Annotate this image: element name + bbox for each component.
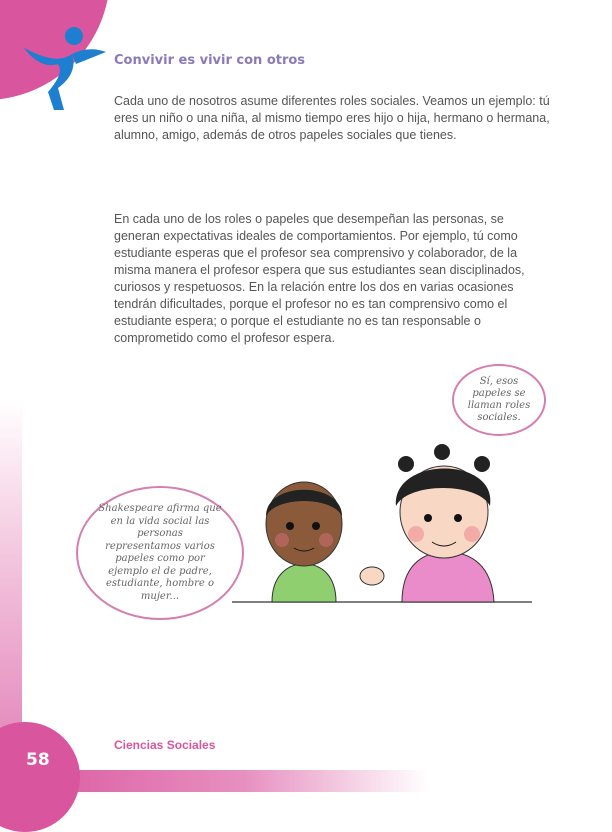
footer-subject: Ciencias Sociales xyxy=(114,738,216,752)
person-logo-icon xyxy=(14,18,110,114)
speech-bubble-right-text: Sí, esos papeles se llaman roles sociales. xyxy=(467,376,531,423)
speech-bubble-right xyxy=(452,364,546,436)
footer-band xyxy=(0,770,612,792)
children-illustration xyxy=(232,436,552,616)
paragraph-expectations: En cada uno de los roles o papeles que desempeñan las personas, se generan expectativas ideales de comportamientos. Por ejemplo, tú como estudiante esperas que el profesor sea comprensivo y colaborador, de la misma manera el profesor espera que sus estudiantes sean disciplinados, curiosos y respetuosos. En la relación entre los dos en varias ocasiones tendrán dificultades, porque el profesor no es tan comprensivo como el estudiante espera; o porque el estudiante no es tan responsable o comprometido como el profesor espera. xyxy=(114,212,525,345)
speech-bubble-left xyxy=(76,486,244,620)
page-number: 58 xyxy=(26,750,50,770)
page-number-circle xyxy=(0,722,80,832)
section-title: Convivir es vivir con otros xyxy=(114,53,306,68)
speech-bubble-left-text: Shakespeare afirma que en la vida social las personas representamos varios papeles como por ejemplo el de padre, estudiante, hombre o mujer... xyxy=(98,503,222,602)
paragraph-roles-intro: Cada uno de nosotros asume diferentes roles sociales. Veamos un ejemplo: tú eres un niño o una niña, al mismo tiempo eres hijo o hija, hermano o hermana, alumno, amigo, además de otros papeles sociales que tienes. xyxy=(114,94,550,142)
